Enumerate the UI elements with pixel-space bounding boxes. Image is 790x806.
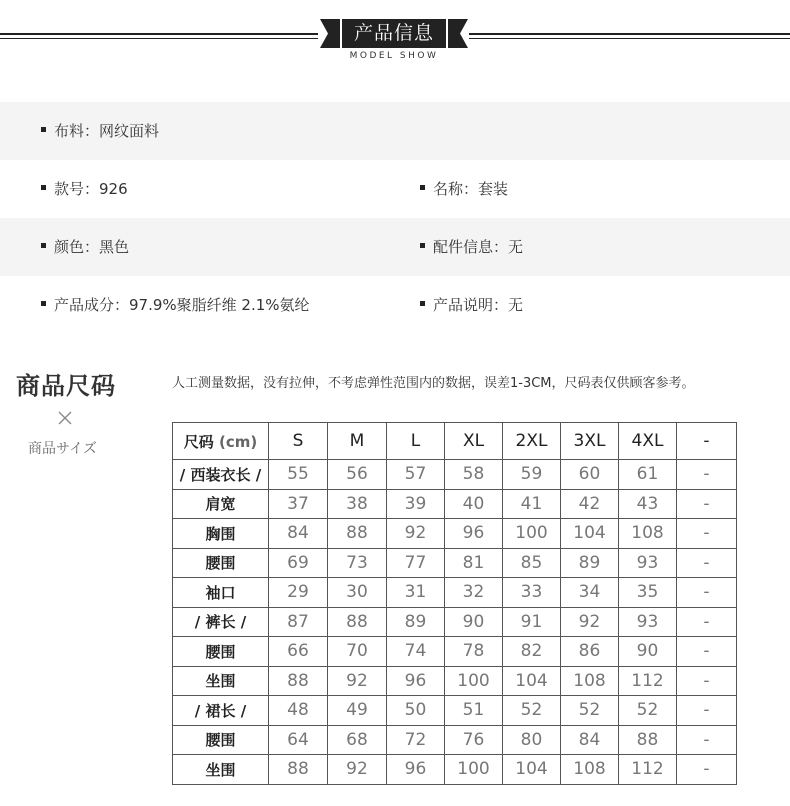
- size-value-cell: 90: [619, 637, 677, 667]
- size-value-cell: 55: [269, 460, 328, 490]
- size-value-cell: 108: [619, 519, 677, 549]
- corner-unit: (cm): [219, 432, 258, 451]
- size-value-cell: 112: [619, 755, 677, 785]
- size-column-header: S: [269, 423, 328, 460]
- size-value-cell: 78: [445, 637, 503, 667]
- size-value-cell: 108: [561, 666, 619, 696]
- size-value-cell: 57: [387, 460, 445, 490]
- row-label: 坐围: [173, 755, 269, 785]
- size-value-cell: 72: [387, 725, 445, 755]
- corner-label: 尺码: [183, 432, 214, 451]
- size-value-cell: 87: [269, 607, 328, 637]
- size-section-subtitle: 商品サイズ: [28, 441, 97, 457]
- size-value-cell: 84: [269, 519, 328, 549]
- row-label: 腰围: [173, 637, 269, 667]
- size-value-cell: 80: [503, 725, 561, 755]
- size-column-header: -: [677, 423, 737, 460]
- size-value-cell: 104: [503, 755, 561, 785]
- size-value-cell: 93: [619, 607, 677, 637]
- size-value-cell: 43: [619, 489, 677, 519]
- size-value-cell: 90: [445, 607, 503, 637]
- size-value-cell: 68: [328, 725, 387, 755]
- row-label: 肩宽: [173, 489, 269, 519]
- table-row: [173, 519, 737, 549]
- size-value-cell: 74: [387, 637, 445, 667]
- size-section-title: 商品尺码: [16, 372, 116, 400]
- bullet-icon: [41, 243, 46, 248]
- size-value-cell: 76: [445, 725, 503, 755]
- table-row: [173, 489, 737, 519]
- size-column-header: XL: [445, 423, 503, 460]
- size-value-cell: 69: [269, 548, 328, 578]
- size-value-cell: 91: [503, 607, 561, 637]
- table-row: [173, 725, 737, 755]
- size-value-cell: 92: [387, 519, 445, 549]
- bullet-icon: [41, 127, 46, 132]
- size-value-cell: 61: [619, 460, 677, 490]
- size-value-cell: 35: [619, 578, 677, 608]
- size-value-cell: 104: [503, 666, 561, 696]
- header-rule-left-thin: [0, 38, 318, 39]
- size-value-cell: 89: [387, 607, 445, 637]
- size-value-cell: 88: [269, 666, 328, 696]
- size-value-cell: 100: [445, 666, 503, 696]
- bullet-icon: [41, 301, 46, 306]
- size-value-cell: 52: [619, 696, 677, 726]
- info-accessories: 配件信息：无: [420, 218, 523, 276]
- table-row: [173, 637, 737, 667]
- size-value-cell: -: [677, 519, 737, 549]
- size-value-cell: 30: [328, 578, 387, 608]
- size-value-cell: 52: [561, 696, 619, 726]
- row-label: 胸围: [173, 519, 269, 549]
- size-value-cell: 86: [561, 637, 619, 667]
- size-value-cell: 40: [445, 489, 503, 519]
- section-header: [0, 0, 790, 70]
- info-style-no: 款号：926: [41, 160, 128, 218]
- size-value-cell: 88: [619, 725, 677, 755]
- bullet-icon: [420, 301, 425, 306]
- header-badge: [320, 19, 468, 48]
- table-row: [173, 460, 737, 490]
- size-value-cell: 60: [561, 460, 619, 490]
- row-label: / 裤长 /: [173, 607, 269, 637]
- bullet-icon: [420, 243, 425, 248]
- info-name: 名称：套装: [420, 160, 508, 218]
- size-value-cell: 48: [269, 696, 328, 726]
- size-value-cell: 77: [387, 548, 445, 578]
- size-value-cell: 32: [445, 578, 503, 608]
- row-label: 坐围: [173, 666, 269, 696]
- size-value-cell: 29: [269, 578, 328, 608]
- info-color: 颜色：黑色: [41, 218, 129, 276]
- row-label: 腰围: [173, 725, 269, 755]
- size-value-cell: 104: [561, 519, 619, 549]
- size-value-cell: -: [677, 607, 737, 637]
- table-row: [173, 666, 737, 696]
- size-value-cell: -: [677, 489, 737, 519]
- size-value-cell: 88: [269, 755, 328, 785]
- size-table: [172, 422, 737, 785]
- size-value-cell: 33: [503, 578, 561, 608]
- size-value-cell: -: [677, 696, 737, 726]
- size-value-cell: 92: [328, 755, 387, 785]
- size-value-cell: -: [677, 666, 737, 696]
- table-row: [173, 578, 737, 608]
- size-value-cell: -: [677, 548, 737, 578]
- size-value-cell: 49: [328, 696, 387, 726]
- size-column-header: 4XL: [619, 423, 677, 460]
- size-value-cell: 93: [619, 548, 677, 578]
- info-row-2: [0, 160, 790, 218]
- table-row: [173, 755, 737, 785]
- size-value-cell: 100: [445, 755, 503, 785]
- size-value-cell: 51: [445, 696, 503, 726]
- size-value-cell: 92: [328, 666, 387, 696]
- info-composition: 产品成分：97.9%聚脂纤维 2.1%氨纶: [41, 276, 310, 334]
- table-row: [173, 607, 737, 637]
- header-rule-right-thin: [469, 38, 790, 39]
- row-label: 袖口: [173, 578, 269, 608]
- size-value-cell: 42: [561, 489, 619, 519]
- size-value-cell: 31: [387, 578, 445, 608]
- size-value-cell: 58: [445, 460, 503, 490]
- info-fabric: 布料：网纹面料: [41, 102, 159, 160]
- size-value-cell: -: [677, 460, 737, 490]
- size-value-cell: 96: [387, 666, 445, 696]
- header-title: 产品信息: [353, 22, 434, 44]
- size-column-header: L: [387, 423, 445, 460]
- size-value-cell: 92: [561, 607, 619, 637]
- size-value-cell: -: [677, 725, 737, 755]
- header-rule-left: [0, 33, 318, 35]
- size-value-cell: -: [677, 755, 737, 785]
- size-value-cell: 89: [561, 548, 619, 578]
- size-value-cell: 64: [269, 725, 328, 755]
- size-value-cell: -: [677, 578, 737, 608]
- info-row-4: [0, 276, 790, 334]
- size-value-cell: 100: [503, 519, 561, 549]
- header-rule-right: [469, 33, 790, 35]
- size-value-cell: 66: [269, 637, 328, 667]
- size-table-corner: [173, 423, 269, 460]
- size-value-cell: 73: [328, 548, 387, 578]
- size-value-cell: 81: [445, 548, 503, 578]
- size-note: 人工测量数据，没有拉伸，不考虑弹性范围内的数据，误差1-3CM，尺码表仅供顾客参考。: [172, 376, 695, 391]
- size-value-cell: 84: [561, 725, 619, 755]
- size-value-cell: 59: [503, 460, 561, 490]
- size-value-cell: 82: [503, 637, 561, 667]
- header-subtitle: MODEL SHOW: [349, 51, 439, 61]
- size-value-cell: 38: [328, 489, 387, 519]
- info-row-3: [0, 218, 790, 276]
- size-value-cell: 37: [269, 489, 328, 519]
- cross-icon: [56, 409, 74, 427]
- size-value-cell: 70: [328, 637, 387, 667]
- row-label: / 西装衣长 /: [173, 460, 269, 490]
- size-value-cell: 96: [445, 519, 503, 549]
- bullet-icon: [420, 185, 425, 190]
- info-row-1: [0, 102, 790, 160]
- bullet-icon: [41, 185, 46, 190]
- info-description: 产品说明：无: [420, 276, 523, 334]
- size-value-cell: 39: [387, 489, 445, 519]
- size-value-cell: -: [677, 637, 737, 667]
- table-row: [173, 548, 737, 578]
- size-value-cell: 88: [328, 519, 387, 549]
- size-value-cell: 41: [503, 489, 561, 519]
- size-value-cell: 88: [328, 607, 387, 637]
- size-value-cell: 108: [561, 755, 619, 785]
- row-label: / 裙长 /: [173, 696, 269, 726]
- size-value-cell: 85: [503, 548, 561, 578]
- size-value-cell: 56: [328, 460, 387, 490]
- size-value-cell: 96: [387, 755, 445, 785]
- size-value-cell: 112: [619, 666, 677, 696]
- size-table-header-row: [173, 423, 737, 460]
- size-column-header: M: [328, 423, 387, 460]
- size-value-cell: 34: [561, 578, 619, 608]
- size-value-cell: 52: [503, 696, 561, 726]
- size-value-cell: 50: [387, 696, 445, 726]
- size-column-header: 2XL: [503, 423, 561, 460]
- size-column-header: 3XL: [561, 423, 619, 460]
- row-label: 腰围: [173, 548, 269, 578]
- table-row: [173, 696, 737, 726]
